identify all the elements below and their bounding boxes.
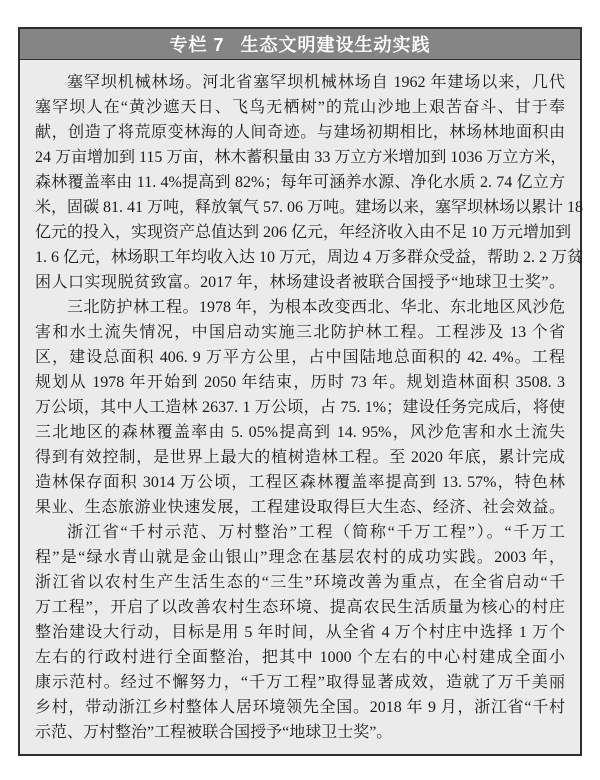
panel-header [20,29,580,60]
text-line: 得到有效控制，是世界上最大的植树造林工程。至 2020 年底，累计完成 [35,449,565,466]
text-line: 三北防护林工程。1978 年，为根本改变西北、华北、东北地区风沙危 [67,299,565,316]
text-line: 害和水土流失情况，中国启动实施三北防护林工程。工程涉及 13 个省 [35,324,565,341]
paragraph-three-north [35,295,565,520]
text-line: 整治建设大行动，目标是用 5 年时间，从全省 4 万个村庄中选择 1 万个 [35,624,565,641]
text-line: 乡村，带动浙江乡村整体人居环境领先全国。2018 年 9 月，浙江省“千村 [35,699,565,716]
text-line: 亿元的投入，实现资产总值达到 206 亿元，年经济收入由不足 10 万元增加到 [35,224,572,241]
text-line: 浙江省以农村生产生活生态的“三生”环境改善为重点，在全省启动“千 [35,574,565,591]
text-line: 献，创造了将荒原变林海的人间奇迹。与建场初期相比，林场林地面积由 [35,124,565,141]
paragraph-saihanba [35,70,584,295]
text-line: 24 万亩增加到 115 万亩，林木蓄积量由 33 万立方米增加到 1036 万立方米， [35,149,567,166]
panel-body [20,60,584,753]
text-line: 塞罕坝人在“黄沙遮天日、飞鸟无栖树”的荒山沙地上艰苦奋斗、甘于奉 [35,99,565,116]
column-box-panel [18,27,582,756]
text-line: 三北地区的森林覆盖率由 5. 05%提高到 14. 95%，风沙危害和水土流失 [35,424,565,441]
text-line: 米，固碳 81. 41 万吨，释放氧气 57. 06 万吨。建场以来，塞罕坝林场以累计 18 [35,199,584,216]
text-line: 程”是“绿水青山就是金山银山”理念在基层农村的成功实践。2003 年， [35,549,565,566]
text-line: 困人口实现脱贫致富。2017 年，林场建设者被联合国授予“地球卫士奖”。 [35,274,565,291]
text-line: 示范、万村整治”工程被联合国授予“地球卫士奖”。 [35,724,393,741]
text-line: 规划从 1978 年开始到 2050 年结束，历时 73 年。规划造林面积 3508. 3 [35,374,565,391]
text-line: 造林保存面积 3014 万公顷，工程区森林覆盖率提高到 13. 57%，特色林 [35,474,565,491]
text-line: 果业、生态旅游业快速发展，工程建设取得巨大生态、经济、社会效益。 [35,499,565,516]
text-line: 浙江省“千村示范、万村整治”工程（简称“千万工程”）。“千万工 [67,524,565,541]
text-line: 1. 6 亿元，林场职工年均收入达 10 万元，周边 4 万多群众受益，帮助 2. 2 万贫 [35,249,584,266]
text-line: 万公顷，其中人工造林 2637. 1 万公顷，占 75. 1%；建设任务完成后，将使 [35,399,565,416]
paragraph-zhejiang [35,520,565,745]
text-line: 森林覆盖率由 11. 4%提高到 82%；每年可涵养水源、净化水质 2. 74 亿立方 [35,174,565,191]
text-line: 区，建设总面积 406. 9 万平方公里，占中国陆地总面积的 42. 4%。工程 [35,349,565,366]
text-line: 左右的行政村进行全面整治，把其中 1000 个左右的中心村建成全面小 [35,649,565,666]
column-number-label: 专栏 7 [169,35,225,55]
panel-title: 生态文明建设生动实践 [240,35,431,55]
text-line: 塞罕坝机械林场。河北省塞罕坝机械林场自 1962 年建场以来，几代 [67,74,565,91]
text-line: 万工程”，开启了以改善农村生态环境、提高农民生活质量为核心的村庄 [35,599,565,616]
text-line: 康示范村。经过不懈努力，“千万工程”取得显著成效，造就了万千美丽 [35,674,565,691]
